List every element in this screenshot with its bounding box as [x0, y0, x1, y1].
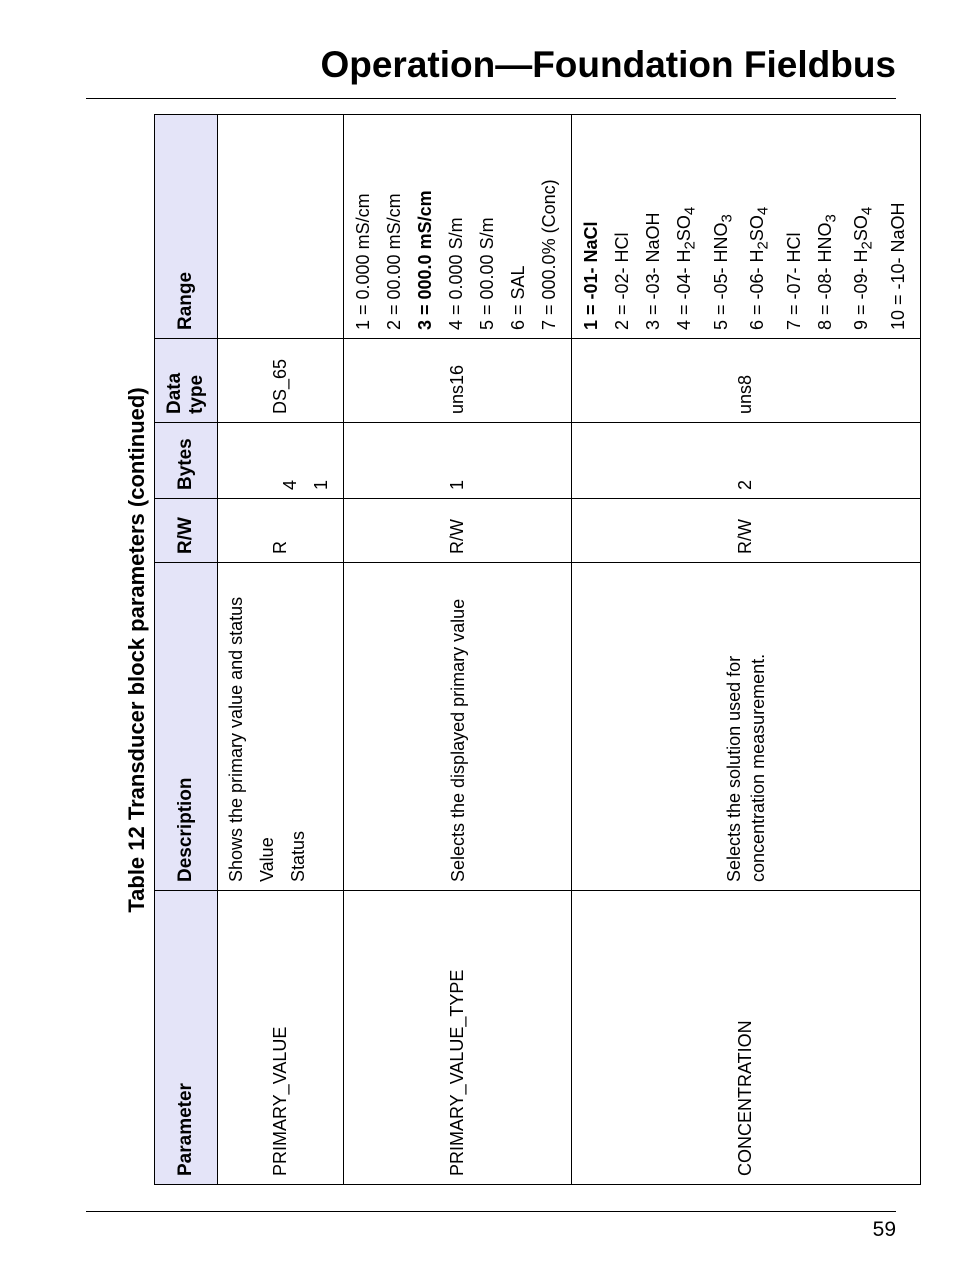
range-option: 2 = -02- HCl [612, 232, 632, 330]
table-row [572, 115, 921, 1185]
range-cell [344, 115, 572, 339]
description-cell [218, 563, 344, 891]
column-header-rw: R/W [155, 499, 218, 563]
range-option: 5 = 00.00 S/m [477, 217, 497, 330]
bytes-cell: 1 [344, 423, 572, 499]
description-cell [344, 563, 572, 891]
rw-cell: R/W [344, 499, 572, 563]
description-text: Selects the solution used for concentration measurement. [723, 653, 768, 882]
range-option: 6 = SAL [508, 265, 528, 330]
data-type-header-line1: Data [164, 372, 185, 414]
data-type-cell: DS_65 [218, 339, 344, 423]
range-option: 1 = 0.000 mS/cm [353, 193, 373, 330]
range-option: 6 = -06- $H_2SO_4$ [747, 206, 772, 330]
range-option-default: 3 = 000.0 mS/cm [415, 190, 435, 330]
parameter-cell: PRIMARY_VALUE_TYPE [344, 891, 572, 1185]
range-cell [218, 115, 344, 339]
parameter-cell: PRIMARY_VALUE [218, 891, 344, 1185]
column-header-data-type [155, 339, 218, 423]
description-intro: Shows the primary value and status [226, 596, 246, 882]
description-cell [572, 563, 921, 891]
description-text: Selects the displayed primary value [447, 598, 468, 882]
table-row [218, 115, 344, 1185]
bytes-value: 4 [280, 479, 300, 490]
header-rule [86, 98, 896, 99]
column-header-range: Range [155, 115, 218, 339]
parameter-cell: CONCENTRATION [572, 891, 921, 1185]
range-option: 9 = -09- $H_2SO_4$ [851, 206, 876, 330]
rw-cell: R [218, 499, 344, 563]
data-type-header-line2: type [186, 374, 207, 414]
range-option: 5 = -05- $HNO_3$ [710, 214, 736, 330]
transducer-parameters-table [154, 114, 921, 1185]
range-option: 7 = -07- HCl [783, 232, 804, 330]
range-option: 8 = -08- $HNO_3$ [814, 214, 840, 330]
table-header-row [155, 115, 218, 1185]
footer-rule [86, 1211, 896, 1212]
rotated-table-block [116, 115, 908, 1185]
data-type-cell: uns8 [572, 339, 921, 423]
rw-cell: R/W [572, 499, 921, 563]
range-option: 7 = 000.0% (Conc) [539, 179, 559, 330]
column-header-bytes: Bytes [155, 423, 218, 499]
page-number: 59 [872, 1218, 896, 1241]
table-row [344, 115, 572, 1185]
data-type-cell: uns16 [344, 339, 572, 423]
bytes-cell [218, 423, 344, 499]
range-cell [572, 115, 921, 339]
range-option: 2 = 00.00 mS/cm [384, 193, 404, 330]
range-option: 4 = -04- $H_2SO_4$ [674, 206, 699, 330]
column-header-description: Description [155, 563, 218, 891]
table-caption: Table 12 Transducer block parameters (continued) [124, 387, 149, 913]
column-header-parameter: Parameter [155, 891, 218, 1185]
bytes-value: 1 [311, 479, 331, 490]
range-option-default: 1 = -01- NaCl [581, 221, 601, 330]
sub-item: Status [288, 830, 308, 882]
range-option: 4 = 0.000 S/m [446, 217, 466, 330]
page-header-title: Operation—Foundation Fieldbus [320, 44, 896, 85]
sub-item: Value [257, 837, 277, 882]
bytes-cell: 2 [572, 423, 921, 499]
range-option: 3 = -03- NaOH [643, 212, 663, 330]
range-option: 10 = -10- NaOH [887, 202, 908, 330]
